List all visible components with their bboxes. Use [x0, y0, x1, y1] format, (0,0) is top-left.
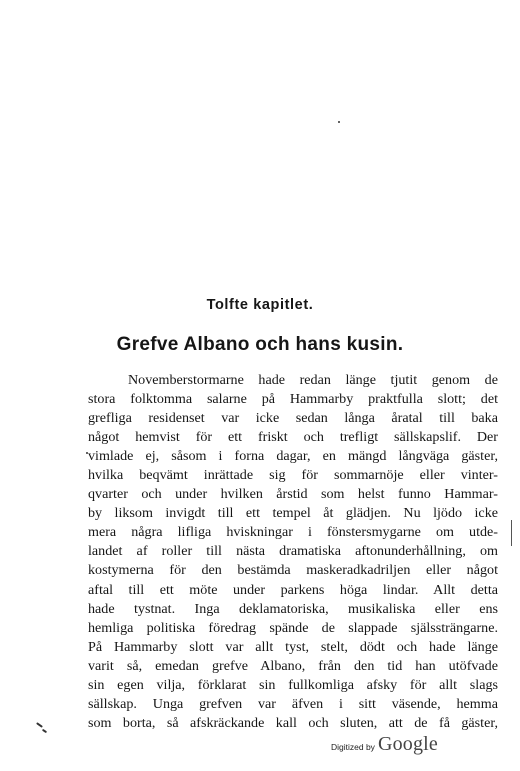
text-line: hemliga politiska föredrag spände de slappade själssträngarne.: [88, 619, 498, 636]
text-line: hvilka beqvämt inrättade sig för sommarnöje eller vinter-: [88, 467, 498, 484]
text-line: stora folktomma salarne på Hammarby praktfulla slott; det: [88, 391, 498, 408]
text-line: sällskap. Unga grefven var äfven i sitt väsende, hemma: [88, 695, 498, 712]
text-line: landet af roller till nästa dramatiska aftonunderhållning, om: [88, 543, 498, 560]
scan-smudge: [36, 722, 43, 728]
chapter-label: Tolfte kapitlet.: [206, 297, 314, 313]
chapter-title: Grefve Albano och hans kusin.: [116, 334, 404, 355]
scan-speck: [86, 452, 88, 454]
body-text: [88, 371, 498, 733]
digitization-watermark: [331, 733, 438, 756]
text-line: som borta, så afskräckande kall och sluten, att de få gäster,: [88, 714, 498, 731]
text-line: kostymerna för den bestämda maskeradkadriljen eller något: [88, 562, 498, 579]
text-line: något hemvist för ett friskt och trefligt sällskapslif. Der: [88, 429, 498, 446]
scan-smudge: [42, 729, 47, 734]
text-line: På Hammarby slott var allt tyst, stelt, dödt och hade länge: [88, 638, 498, 655]
text-line: qvarter och under hvilken årstid som helst funno Hammar-: [88, 486, 498, 503]
text-line: grefliga residenset var icke sedan långa åratal till baka: [88, 410, 498, 427]
text-line: mera några lifliga hviskningar i fönstersmygarne om utde-: [88, 524, 498, 541]
text-line: Novemberstormarne hade redan länge tjutit genom de: [128, 372, 498, 388]
text-line: aftal till ett möte under parkens höga lindar. Allt detta: [88, 581, 498, 598]
text-line: vimlade ej, såsom i forna dagar, en mängd långväga gäster,: [88, 448, 498, 465]
watermark-brand: Google: [377, 733, 439, 755]
margin-mark: [511, 520, 512, 546]
text-line: hade tystnat. Inga deklamatoriska, musikaliska eller ens: [88, 600, 498, 617]
text-line: by liksom invigdt till ett tempel åt glädjen. Nu ljödo icke: [88, 505, 498, 522]
watermark-prefix: Digitized by: [331, 742, 375, 752]
text-line: sin egen vilja, förklarat sin fullkomliga afsky för allt slags: [88, 676, 498, 693]
text-line: varit så, emedan grefve Albano, från den tid han utöfvade: [88, 657, 498, 674]
scan-speck: [338, 121, 340, 123]
